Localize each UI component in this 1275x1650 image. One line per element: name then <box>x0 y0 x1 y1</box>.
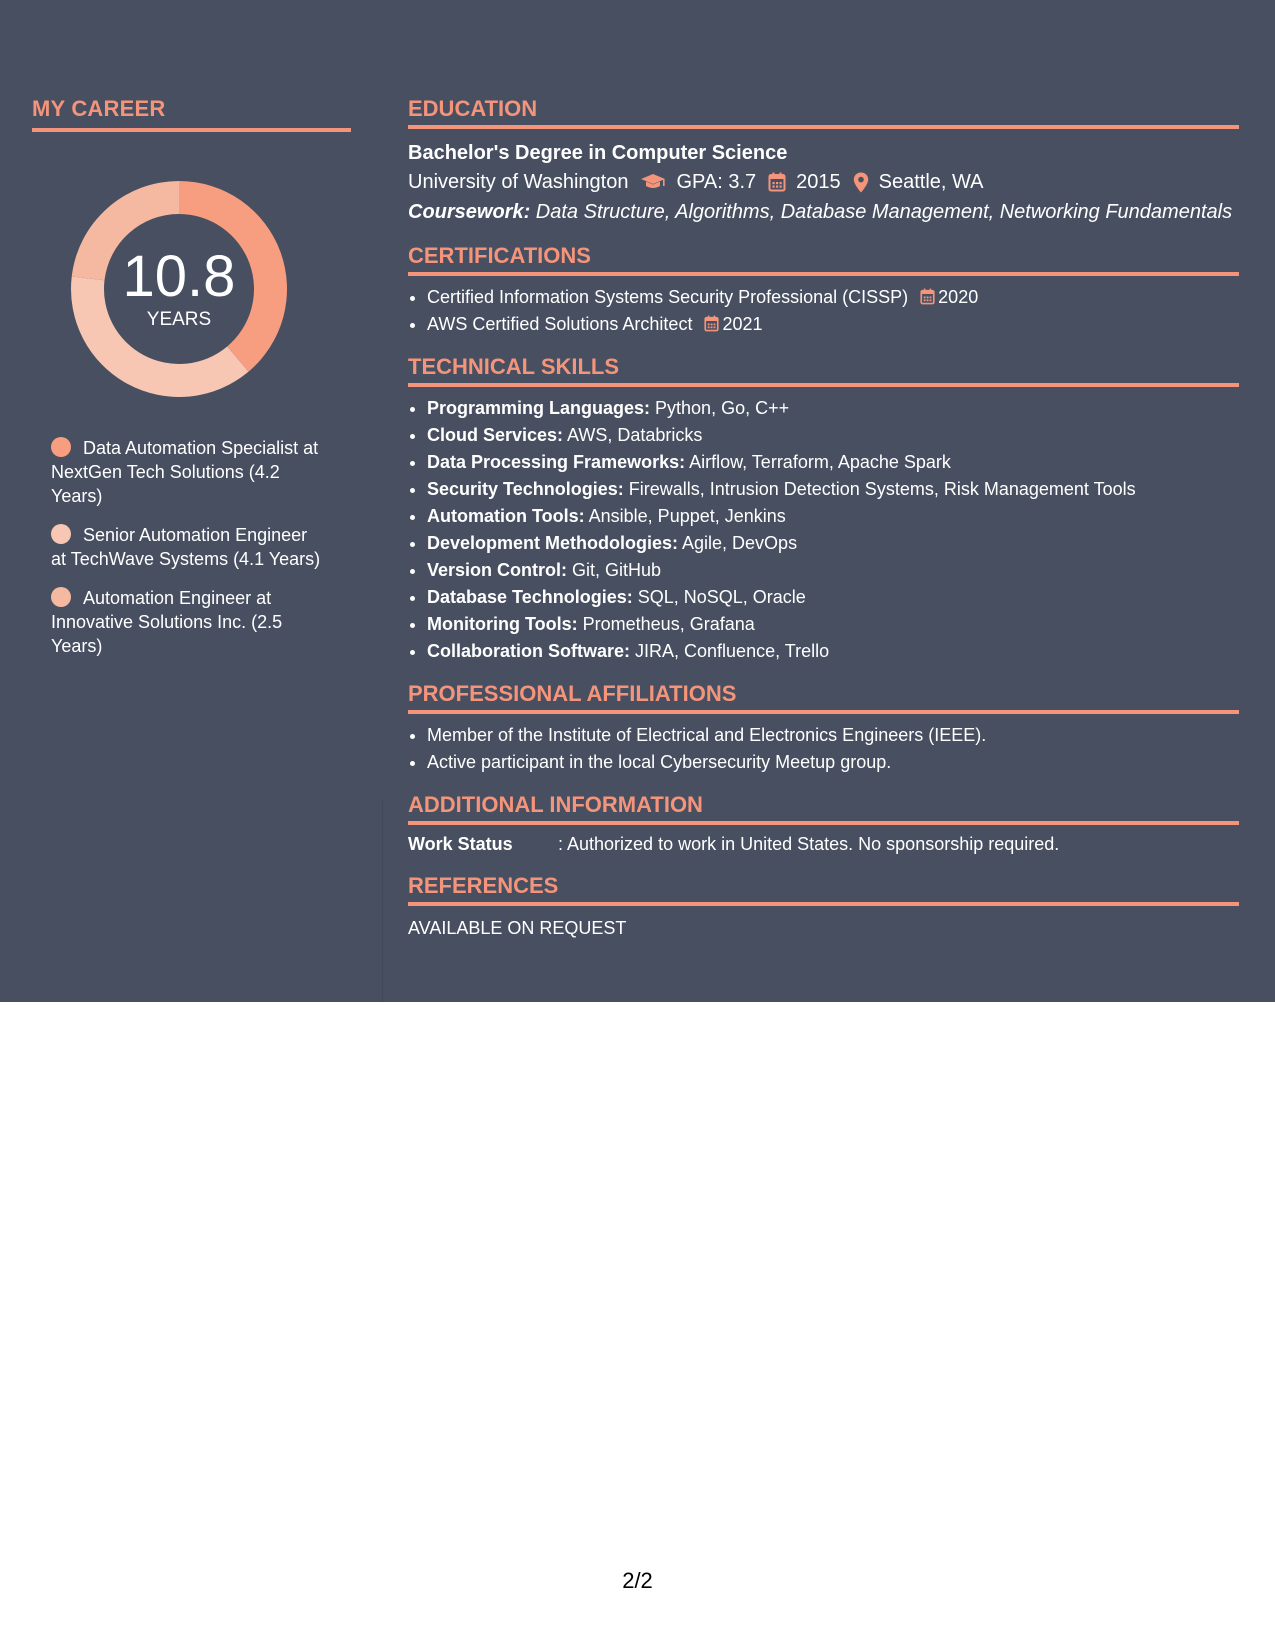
certification-item: • Certified Information Systems Security Professional (CISSP) 2020 <box>427 284 1239 311</box>
skill-item: • Database Technologies: SQL, NoSQL, Oracle <box>427 584 1239 611</box>
additional-info-heading: ADDITIONAL INFORMATION <box>408 792 1239 825</box>
skill-item: • Data Processing Frameworks: Airflow, Terraform, Apache Spark <box>427 449 1239 476</box>
skill-item: • Programming Languages: Python, Go, C++ <box>427 395 1239 422</box>
map-pin-icon <box>853 172 869 193</box>
education-section <box>408 96 1239 227</box>
legend-dot <box>51 437 71 457</box>
graduation-year: 2015 <box>796 171 841 193</box>
university-name: University of Washington <box>408 171 629 193</box>
skill-item: • Version Control: Git, GitHub <box>427 557 1239 584</box>
references-section <box>408 873 1239 941</box>
additional-info-section <box>408 792 1239 857</box>
work-status-row <box>408 831 1239 857</box>
affiliation-item: • Active participant in the local Cybersecurity Meetup group. <box>427 749 1239 776</box>
university-location: Seattle, WA <box>878 171 984 193</box>
calendar-icon <box>768 172 786 192</box>
career-legend <box>32 436 326 658</box>
career-donut-chart <box>66 176 292 402</box>
legend-item: Automation Engineer at Innovative Solutions Inc. (2.5 Years) <box>51 588 283 656</box>
education-heading: EDUCATION <box>408 96 1239 129</box>
skills-list <box>408 395 1239 665</box>
career-heading: MY CAREER <box>32 96 351 132</box>
career-total-years: 10.8 <box>122 244 236 309</box>
work-status-label: Work Status <box>408 834 513 854</box>
affiliations-heading: PROFESSIONAL AFFILIATIONS <box>408 681 1239 714</box>
certifications-list <box>408 284 1239 338</box>
page-number: 2/2 <box>622 1568 653 1593</box>
work-status-value: : Authorized to work in United States. No sponsorship required. <box>558 834 1060 854</box>
career-column <box>32 96 351 673</box>
column-divider <box>382 800 383 1002</box>
coursework <box>408 197 1239 227</box>
skill-item: • Monitoring Tools: Prometheus, Grafana <box>427 611 1239 638</box>
graduation-cap-icon <box>640 173 666 191</box>
skill-item: • Collaboration Software: JIRA, Confluence, Trello <box>427 638 1239 665</box>
affiliation-item: • Member of the Institute of Electrical and Electronics Engineers (IEEE). <box>427 722 1239 749</box>
coursework-list: Data Structure, Algorithms, Database Management, Networking Fundamentals <box>530 201 1233 223</box>
legend-dot <box>51 524 71 544</box>
calendar-icon <box>704 315 719 332</box>
coursework-label: Coursework: <box>408 201 531 223</box>
affiliations-list <box>408 722 1239 776</box>
certification-item: • AWS Certified Solutions Architect 2021 <box>427 311 1239 338</box>
education-details <box>408 167 1239 197</box>
legend-dot <box>51 587 71 607</box>
gpa-value: GPA: 3.7 <box>676 171 757 193</box>
legend-item: Data Automation Specialist at NextGen Tech Solutions (4.2 Years) <box>51 438 319 506</box>
details-column <box>408 96 1239 941</box>
skills-heading: TECHNICAL SKILLS <box>408 354 1239 387</box>
skill-item: • Automation Tools: Ansible, Puppet, Jenkins <box>427 503 1239 530</box>
certifications-section <box>408 243 1239 338</box>
career-total-unit: YEARS <box>146 309 212 330</box>
references-text: AVAILABLE ON REQUEST <box>408 918 627 938</box>
legend-item: Senior Automation Engineer at TechWave Systems (4.1 Years) <box>51 525 321 569</box>
skills-section <box>408 354 1239 665</box>
skill-item: • Development Methodologies: Agile, DevOps <box>427 530 1239 557</box>
references-heading: REFERENCES <box>408 873 1239 906</box>
skill-item: • Security Technologies: Firewalls, Intrusion Detection Systems, Risk Management Tools <box>427 476 1239 503</box>
affiliations-section <box>408 681 1239 776</box>
calendar-icon <box>920 288 935 305</box>
degree-title: Bachelor's Degree in Computer Science <box>408 142 788 164</box>
skill-item: • Cloud Services: AWS, Databricks <box>427 422 1239 449</box>
certifications-heading: CERTIFICATIONS <box>408 243 1239 276</box>
